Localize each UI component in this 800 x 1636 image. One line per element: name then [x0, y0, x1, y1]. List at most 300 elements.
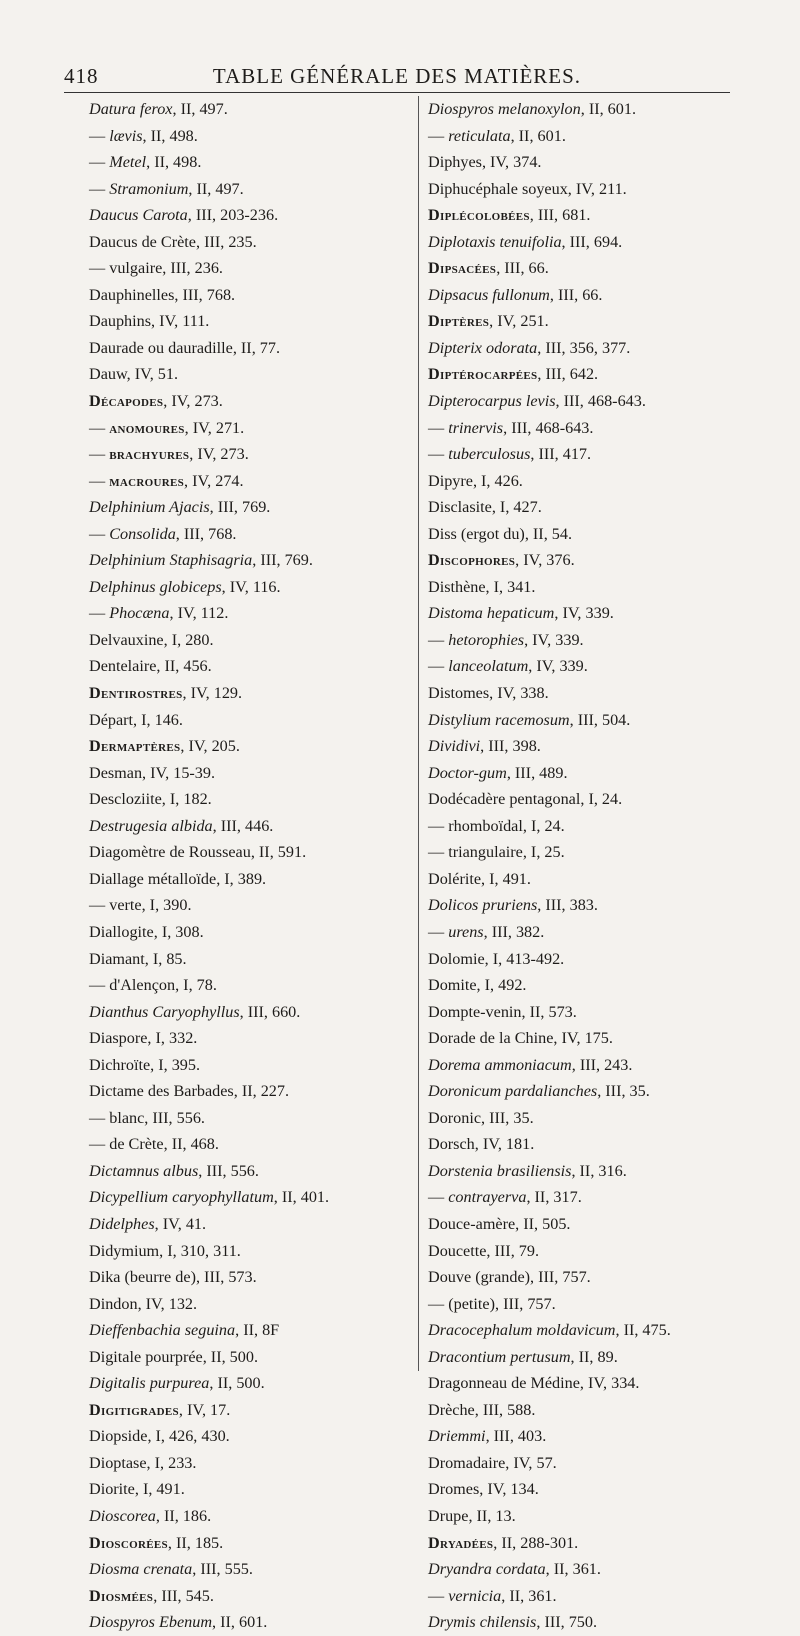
- index-entry-part: , III, 642.: [537, 365, 599, 384]
- index-column-left: [89, 96, 409, 1636]
- index-entry-part: Delphinus globiceps: [89, 577, 222, 596]
- index-entry-part: Dryandra cordata: [428, 1560, 546, 1579]
- index-entry-part: —: [428, 445, 449, 464]
- index-entry-part: , IV, 251.: [489, 312, 549, 331]
- index-entry-part: , III, 356, 377.: [537, 338, 631, 357]
- index-entry-part: , III, 398.: [480, 737, 541, 756]
- index-entry-part: lævis: [109, 126, 143, 145]
- index-entry: [428, 441, 748, 468]
- index-entry: [89, 892, 409, 919]
- index-entry: [89, 494, 409, 521]
- index-entry-part: Dorema ammoniacum: [428, 1055, 572, 1074]
- index-entry: [89, 1503, 409, 1530]
- index-entry: [428, 839, 748, 866]
- index-entry-part: Delvauxine, I, 280.: [89, 630, 214, 649]
- index-entry-part: Dictame des Barbades, II, 227.: [89, 1082, 290, 1101]
- index-entry-part: Dromadaire, IV, 57.: [428, 1453, 557, 1472]
- index-entry-part: , II, 8F: [235, 1321, 280, 1340]
- index-entry: [428, 1530, 748, 1557]
- index-entry: [89, 308, 409, 335]
- index-entry-part: , III, 556.: [198, 1161, 259, 1180]
- index-entry: [428, 1238, 748, 1265]
- index-entry: [428, 229, 748, 256]
- index-entry: [89, 1583, 409, 1610]
- index-entry-part: — rhomboïdal, I, 24.: [428, 816, 565, 835]
- index-entry: [428, 1583, 748, 1610]
- index-entry-part: , IV, 41.: [154, 1214, 207, 1233]
- index-entry-part: , III, 243.: [571, 1055, 633, 1074]
- index-entry-part: Dauphins, IV, 111.: [89, 312, 210, 331]
- index-entry-part: Diallogite, I, 308.: [89, 922, 204, 941]
- index-entry: [428, 786, 748, 813]
- index-entry-part: , III, 468-643.: [555, 392, 646, 411]
- index-entry-part: Dauphinelles, III, 768.: [89, 285, 236, 304]
- index-entry-part: Doronicum pardalianches: [428, 1082, 598, 1101]
- index-entry-part: Doctor-gum: [428, 763, 507, 782]
- index-entry: [89, 1397, 409, 1424]
- index-entry: [428, 1317, 748, 1344]
- index-entry: [428, 176, 748, 203]
- index-entry-part: Dipterix odorata: [428, 338, 538, 357]
- index-entry-part: , II, 401.: [273, 1188, 330, 1207]
- index-entry-part: , II, 288-301.: [493, 1533, 579, 1552]
- index-entry-part: Diopside, I, 426, 430.: [89, 1427, 230, 1446]
- index-entry-part: , III, 382.: [483, 922, 545, 941]
- index-entry-part: Daucus Carota: [89, 206, 188, 225]
- running-title: TABLE GÉNÉRALE DES MATIÈRES.: [212, 64, 582, 88]
- index-entry-part: , II, 601.: [580, 100, 637, 118]
- index-entry: [89, 1476, 409, 1503]
- index-entry-part: Disthène, I, 341.: [428, 577, 536, 596]
- index-entry-part: , II, 316.: [571, 1161, 627, 1180]
- index-entry: [89, 786, 409, 813]
- index-entry-part: — d'Alençon, I, 78.: [89, 976, 217, 995]
- index-entry-part: Douve (grande), III, 757.: [428, 1268, 591, 1287]
- index-entry: [89, 1158, 409, 1185]
- index-entry-part: —: [428, 657, 449, 676]
- index-entry: [428, 1503, 748, 1530]
- index-entry: [89, 1184, 409, 1211]
- index-entry-part: Diallage métalloïde, I, 389.: [89, 869, 267, 888]
- index-entry-part: , II, 498.: [146, 153, 202, 172]
- index-entry-part: Driemmi: [428, 1427, 486, 1446]
- index-entry-part: Diptères: [428, 312, 490, 331]
- index-entry: [89, 1131, 409, 1158]
- index-entry: [428, 96, 748, 123]
- index-entry-part: —: [89, 524, 110, 543]
- index-entry-part: Digitigrades: [89, 1400, 179, 1419]
- index-entry-part: Dentirostres: [89, 684, 183, 703]
- index-entry-part: Dracontium pertusum: [428, 1347, 571, 1366]
- index-entry-part: —: [89, 179, 110, 198]
- index-entry-part: — (petite), III, 757.: [428, 1294, 556, 1313]
- index-entry-part: Dodécadère pentagonal, I, 24.: [428, 790, 623, 809]
- index-entry-part: — blanc, III, 556.: [89, 1108, 205, 1127]
- index-entry: [89, 1238, 409, 1265]
- index-entry-part: Dryadées: [428, 1533, 494, 1552]
- index-entry: [428, 999, 748, 1026]
- index-entry: [89, 1078, 409, 1105]
- index-entry-part: , IV, 339.: [528, 657, 588, 676]
- index-entry-part: Dindon, IV, 132.: [89, 1294, 198, 1313]
- index-entry-part: Distomes, IV, 338.: [428, 684, 549, 703]
- index-entry: [428, 1078, 748, 1105]
- index-entry: [428, 760, 748, 787]
- index-entry-part: Dermaptères: [89, 737, 181, 756]
- index-entry-part: , II, 475.: [615, 1321, 671, 1340]
- index-entry: [428, 1609, 748, 1636]
- index-entry-part: —: [89, 126, 110, 145]
- index-entry-part: , II, 601.: [510, 126, 566, 145]
- index-entry-part: , II, 186.: [155, 1506, 212, 1525]
- index-entry-part: , II, 317.: [526, 1188, 582, 1207]
- index-entry: [89, 255, 409, 282]
- index-entry: [89, 415, 409, 442]
- index-entry: [89, 547, 409, 574]
- index-entry-part: Disclasite, I, 427.: [428, 498, 542, 517]
- page-number: 418: [64, 64, 99, 88]
- index-entry: [89, 733, 409, 760]
- index-entry-part: Didelphes: [89, 1214, 155, 1233]
- index-entry-part: , III, 383.: [537, 896, 598, 915]
- index-entry-part: Diosma crenata: [89, 1560, 193, 1579]
- index-entry: [89, 1264, 409, 1291]
- index-entry: [89, 574, 409, 601]
- index-entry: [428, 866, 748, 893]
- index-entry-part: Dompte-venin, II, 573.: [428, 1002, 577, 1021]
- index-entry-part: , III, 417.: [530, 445, 592, 464]
- index-entry-part: , II, 185.: [167, 1533, 224, 1552]
- index-entry: [89, 149, 409, 176]
- index-entry-part: Daucus de Crète, III, 235.: [89, 232, 257, 251]
- index-entry-part: Dromes, IV, 134.: [428, 1480, 539, 1499]
- index-entry-part: Discophores: [428, 551, 516, 570]
- index-entry-part: Diospyros melanoxylon: [428, 100, 581, 118]
- index-entry: [89, 335, 409, 362]
- index-entry: [428, 1450, 748, 1477]
- index-entry-part: Dipsacées: [428, 259, 497, 278]
- index-entry-part: Descloziite, I, 182.: [89, 790, 212, 809]
- index-entry-part: , III, 545.: [153, 1586, 214, 1605]
- index-entry-part: — verte, I, 390.: [89, 896, 192, 915]
- index-entry-part: —: [89, 153, 110, 172]
- index-entry-part: reticulata: [448, 126, 511, 145]
- index-entry: [89, 1556, 409, 1583]
- index-entry-part: Drèche, III, 588.: [428, 1400, 536, 1419]
- index-entry-part: — triangulaire, I, 25.: [428, 843, 565, 862]
- index-entry-part: Stramonium: [109, 179, 189, 198]
- index-entry-part: , III, 489.: [506, 763, 568, 782]
- index-entry-part: Domite, I, 492.: [428, 976, 527, 995]
- index-entry: [89, 839, 409, 866]
- index-entry: [89, 388, 409, 415]
- index-entry-part: —: [428, 418, 449, 437]
- index-entry: [428, 680, 748, 707]
- index-entry: [89, 1317, 409, 1344]
- index-entry-part: —: [89, 604, 110, 623]
- index-entry-part: —: [428, 922, 449, 941]
- index-entry-part: —: [89, 445, 110, 464]
- index-entry-part: , III, 203-236.: [187, 206, 279, 225]
- index-entry-part: , III, 681.: [529, 206, 591, 225]
- index-entry-part: Distoma hepaticum: [428, 604, 555, 623]
- index-entry-part: —: [428, 1188, 449, 1207]
- index-entry-part: Dolomie, I, 413-492.: [428, 949, 565, 968]
- index-entry-part: , II, 497.: [172, 100, 228, 118]
- index-entry: [89, 1423, 409, 1450]
- index-entry: [428, 547, 748, 574]
- index-entry-part: Delphinium Ajacis: [89, 498, 210, 517]
- index-entry: [428, 1264, 748, 1291]
- index-entry: [428, 653, 748, 680]
- index-entry: [428, 415, 748, 442]
- index-entry-part: , IV, 273.: [189, 445, 249, 464]
- index-entry-part: Datura ferox: [89, 100, 173, 118]
- index-entry: [428, 521, 748, 548]
- index-entry-part: Doucette, III, 79.: [428, 1241, 540, 1260]
- index-entry-part: Dioscorea: [89, 1506, 156, 1525]
- index-entry-part: Diphyes, IV, 374.: [428, 153, 542, 172]
- index-entry: [428, 1025, 748, 1052]
- index-entry-part: contrayerva: [448, 1188, 527, 1207]
- index-entry-part: Diorite, I, 491.: [89, 1480, 185, 1499]
- index-entry: [428, 1105, 748, 1132]
- index-entry-part: Dividivi: [428, 737, 481, 756]
- index-entry-part: Dauw, IV, 51.: [89, 365, 179, 384]
- index-entry: [428, 600, 748, 627]
- index-entry: [428, 813, 748, 840]
- index-entry-part: macroures: [109, 471, 185, 490]
- index-entry: [428, 574, 748, 601]
- index-entry-part: , IV, 271.: [184, 418, 245, 437]
- index-entry-part: lanceolatum: [448, 657, 529, 676]
- index-entry-part: Dieffenbachia seguina: [89, 1321, 236, 1340]
- index-entry: [428, 149, 748, 176]
- index-entry-part: Dorstenia brasiliensis: [428, 1161, 572, 1180]
- column-divider: [418, 96, 419, 1371]
- index-entry: [89, 1211, 409, 1238]
- index-entry-part: Diospyros Ebenum: [89, 1613, 213, 1632]
- index-entry-part: , III, 769.: [252, 551, 313, 570]
- index-entry-part: , III, 468-643.: [503, 418, 594, 437]
- index-entry: [89, 1530, 409, 1557]
- index-entry: [428, 627, 748, 654]
- index-entry: [89, 361, 409, 388]
- index-entry-part: Drymis chilensis: [428, 1613, 537, 1632]
- index-entry-part: Dichroïte, I, 395.: [89, 1055, 201, 1074]
- index-entry-part: , IV, 274.: [184, 471, 244, 490]
- index-entry: [89, 441, 409, 468]
- index-entry-part: Digitalis purpurea: [89, 1374, 210, 1393]
- index-entry-part: —: [428, 126, 449, 145]
- index-entry: [428, 1131, 748, 1158]
- index-entry-part: —: [428, 630, 449, 649]
- index-entry: [428, 972, 748, 999]
- index-entry-part: Didymium, I, 310, 311.: [89, 1241, 241, 1260]
- index-entry-part: tuberculosus: [448, 445, 531, 464]
- index-entry-part: Digitale pourprée, II, 500.: [89, 1347, 259, 1366]
- index-entry-part: Douce-amère, II, 505.: [428, 1214, 571, 1233]
- index-entry: [428, 1370, 748, 1397]
- index-entry: [89, 176, 409, 203]
- index-entry-part: Dentelaire, II, 456.: [89, 657, 212, 676]
- index-entry: [428, 1211, 748, 1238]
- index-entry-part: , IV, 112.: [169, 604, 229, 623]
- index-entry-part: Dictamnus albus: [89, 1161, 199, 1180]
- index-entry: [89, 229, 409, 256]
- index-entry: [428, 1344, 748, 1371]
- index-entry: [428, 1397, 748, 1424]
- index-entry: [428, 282, 748, 309]
- index-entry: [428, 1476, 748, 1503]
- index-entry: [428, 255, 748, 282]
- index-entry: [428, 1184, 748, 1211]
- index-entry-part: , III, 660.: [239, 1002, 301, 1021]
- index-entry: [89, 1052, 409, 1079]
- index-entry: [428, 468, 748, 495]
- index-entry-part: trinervis: [448, 418, 504, 437]
- index-entry-part: , III, 750.: [536, 1613, 598, 1632]
- index-entry-part: , II, 601.: [212, 1613, 268, 1632]
- index-entry: [89, 1609, 409, 1636]
- index-entry-part: Dragonneau de Médine, IV, 334.: [428, 1374, 640, 1393]
- index-entry-part: Dolérite, I, 491.: [428, 869, 531, 888]
- index-entry-part: Desman, IV, 15-39.: [89, 763, 216, 782]
- index-entry-part: , IV, 116.: [221, 577, 281, 596]
- index-column-right: [428, 96, 748, 1636]
- index-entry-part: , IV, 273.: [163, 392, 223, 411]
- index-entry-part: Dracocephalum moldavicum: [428, 1321, 616, 1340]
- page-header: [64, 62, 730, 93]
- index-entry-part: Diss (ergot du), II, 54.: [428, 524, 573, 543]
- index-entry: [428, 733, 748, 760]
- index-entry: [89, 1025, 409, 1052]
- index-entry: [89, 282, 409, 309]
- index-entry-part: , III, 35.: [597, 1082, 650, 1101]
- index-entry-part: Metel: [109, 153, 147, 172]
- index-entry: [428, 892, 748, 919]
- index-entry: [89, 999, 409, 1026]
- index-entry: [89, 653, 409, 680]
- index-entry-part: Diagomètre de Rousseau, II, 591.: [89, 843, 307, 862]
- index-entry: [428, 1052, 748, 1079]
- index-entry: [428, 494, 748, 521]
- index-entry-part: Diosmées: [89, 1586, 154, 1605]
- index-entry-part: , II, 89.: [570, 1347, 618, 1366]
- index-entry: [89, 680, 409, 707]
- index-entry-part: Dipterocarpus levis: [428, 392, 556, 411]
- index-entry-part: , II, 497.: [188, 179, 244, 198]
- index-entry-part: Dika (beurre de), III, 573.: [89, 1268, 257, 1287]
- index-entry-part: Dorsch, IV, 181.: [428, 1135, 535, 1154]
- index-entry: [89, 1370, 409, 1397]
- index-entry-part: Drupe, II, 13.: [428, 1506, 516, 1525]
- index-entry-part: , II, 498.: [142, 126, 198, 145]
- index-entry-part: , II, 361.: [545, 1560, 601, 1579]
- index-entry: [89, 521, 409, 548]
- index-entry-part: , III, 66.: [496, 259, 549, 278]
- index-entry: [89, 813, 409, 840]
- index-entry: [428, 919, 748, 946]
- index-entry-part: — de Crète, II, 468.: [89, 1135, 219, 1154]
- index-entry-part: , III, 66.: [549, 285, 603, 304]
- index-entry: [428, 707, 748, 734]
- index-entry-part: hetorophies: [448, 630, 525, 649]
- index-entry-part: Dioptase, I, 233.: [89, 1453, 197, 1472]
- index-entry-part: , IV, 339.: [524, 630, 584, 649]
- index-entry-part: Dianthus Caryophyllus: [89, 1002, 240, 1021]
- index-entry-part: , IV, 205.: [180, 737, 240, 756]
- index-entry-part: Diptérocarpées: [428, 365, 538, 384]
- index-entry: [89, 866, 409, 893]
- index-entry: [89, 202, 409, 229]
- index-entry-part: urens: [448, 922, 484, 941]
- index-entry: [89, 600, 409, 627]
- index-entry: [89, 946, 409, 973]
- index-entry: [89, 1105, 409, 1132]
- index-entry-part: —: [89, 471, 110, 490]
- index-entry-part: Distylium racemosum: [428, 710, 570, 729]
- index-entry-part: brachyures: [109, 445, 190, 464]
- index-entry: [428, 946, 748, 973]
- index-entry-part: Décapodes: [89, 392, 164, 411]
- index-entry-part: Diplécolobées: [428, 206, 530, 225]
- index-entry-part: , III, 555.: [192, 1560, 253, 1579]
- index-entry: [428, 1158, 748, 1185]
- index-entry: [89, 760, 409, 787]
- index-entry-part: Daurade ou dauradille, II, 77.: [89, 338, 281, 357]
- index-entry: [428, 123, 748, 150]
- index-entry-part: , III, 403.: [485, 1427, 547, 1446]
- index-entry-part: , II, 500.: [209, 1374, 265, 1393]
- index-entry-part: Diphucéphale soyeux, IV, 211.: [428, 179, 627, 198]
- index-entry: [428, 1291, 748, 1318]
- index-entry-part: Delphinium Staphisagria: [89, 551, 253, 570]
- index-entry-part: Doronic, III, 35.: [428, 1108, 534, 1127]
- index-entry: [428, 335, 748, 362]
- index-entry: [89, 123, 409, 150]
- index-entry-part: Consolida: [109, 524, 176, 543]
- index-entry-part: —: [89, 418, 110, 437]
- index-entry-part: vernicia: [448, 1586, 502, 1605]
- index-entry: [89, 1450, 409, 1477]
- index-entry: [428, 1556, 748, 1583]
- index-entry-part: Diamant, I, 85.: [89, 949, 187, 968]
- index-entry-part: , III, 769.: [209, 498, 271, 517]
- index-entry-part: Diaspore, I, 332.: [89, 1029, 198, 1048]
- index-entry-part: , IV, 17.: [178, 1400, 231, 1419]
- index-entry: [89, 1344, 409, 1371]
- index-entry: [428, 361, 748, 388]
- index-entry: [89, 707, 409, 734]
- index-entry-part: —: [428, 1586, 449, 1605]
- index-entry-part: Diplotaxis tenuifolia: [428, 232, 562, 251]
- index-entry-part: , IV, 129.: [182, 684, 243, 703]
- index-entry-part: Dicypellium caryophyllatum: [89, 1188, 274, 1207]
- index-entry: [428, 308, 748, 335]
- index-entry-part: Dolicos pruriens: [428, 896, 538, 915]
- index-entry-part: Phocæna: [109, 604, 170, 623]
- index-entry-part: , IV, 339.: [554, 604, 614, 623]
- index-entry-part: , III, 504.: [569, 710, 631, 729]
- index-entry: [89, 972, 409, 999]
- index-entry-part: Dioscorées: [89, 1533, 168, 1552]
- index-entry-part: Dipsacus fullonum: [428, 285, 550, 304]
- index-entry: [89, 1291, 409, 1318]
- index-entry: [428, 202, 748, 229]
- index-entry: [89, 919, 409, 946]
- index-entry-part: , IV, 376.: [515, 551, 575, 570]
